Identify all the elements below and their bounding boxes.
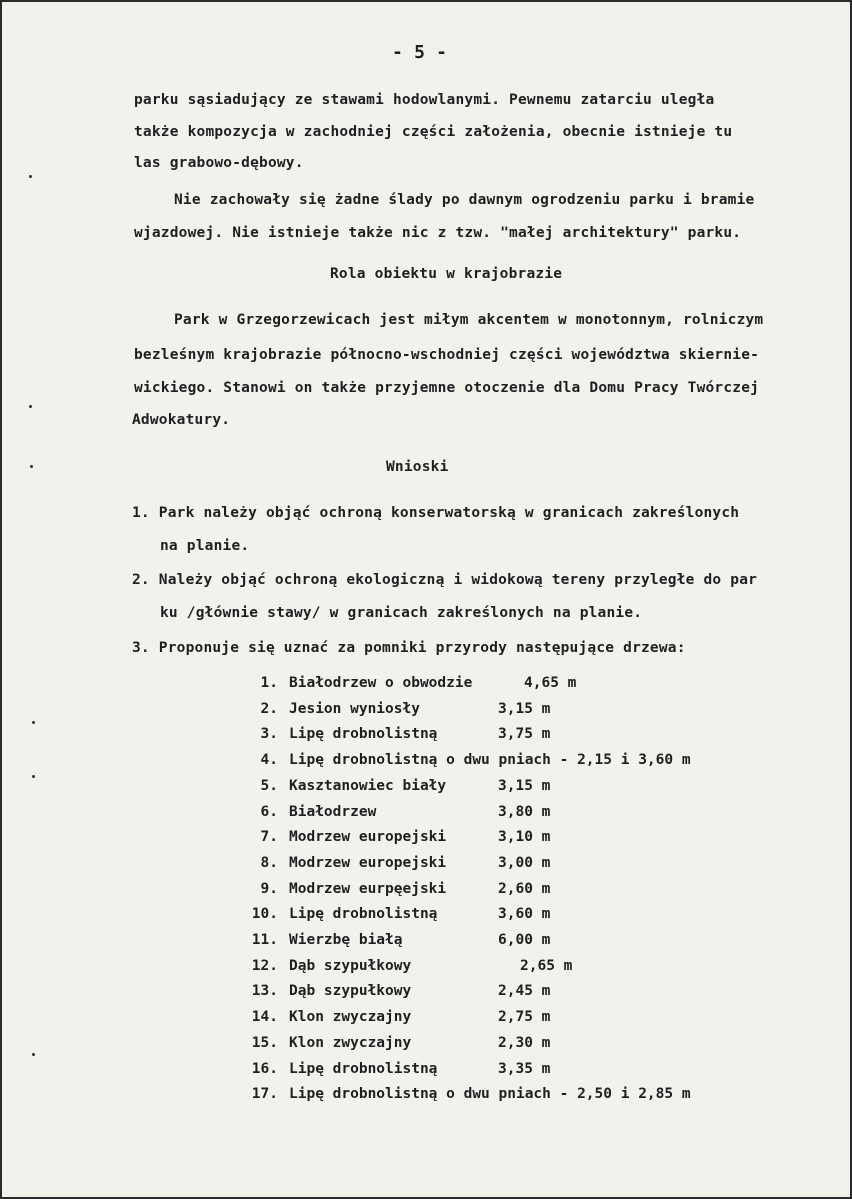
paragraph-line: Park w Grzegorzewicach jest miłym akcentem w monotonnym, rolniczym [174, 312, 764, 328]
tree-number: 5. [260, 778, 278, 794]
scan-speck [32, 775, 35, 778]
paragraph-line: Adwokatury. [132, 412, 231, 428]
tree-girth: 3,10 m [498, 829, 551, 845]
tree-name: Jesion wyniosły [289, 701, 420, 717]
tree-name: Klon zwyczajny [289, 1035, 412, 1051]
paragraph-line: wjazdowej. Nie istnieje także nic z tzw. "małej architektury" parku. [134, 225, 742, 241]
paragraph-line: także kompozycja w zachodniej części założenia, obecnie istnieje tu [134, 124, 733, 140]
tree-number: 9. [260, 881, 278, 897]
tree-name: Białodrzew [289, 804, 377, 820]
scan-speck [29, 175, 32, 178]
tree-name: Dąb szypułkowy [289, 983, 412, 999]
list-item: 1. Park należy objąć ochroną konserwatorską w granicach zakreślonych [132, 505, 740, 521]
tree-girth: 2,60 m [498, 881, 551, 897]
tree-girth: 2,65 m [520, 958, 573, 974]
scan-speck [32, 1053, 35, 1056]
tree-name: Klon zwyczajny [289, 1009, 412, 1025]
tree-name: Modrzew europejski [289, 829, 447, 845]
paragraph-line: Nie zachowały się żadne ślady po dawnym ogrodzeniu parku i bramie [174, 192, 755, 208]
tree-number: 11. [251, 932, 278, 948]
list-item: ku /głównie stawy/ w granicach zakreślonych na planie. [160, 605, 643, 621]
tree-number: 3. [260, 726, 278, 742]
tree-number: 13. [251, 983, 278, 999]
section-heading: Wnioski [386, 459, 449, 475]
tree-girth: 2,45 m [498, 983, 551, 999]
paragraph-line: wickiego. Stanowi on także przyjemne otoczenie dla Domu Pracy Twórczej [134, 380, 760, 396]
tree-girth: 3,00 m [498, 855, 551, 871]
tree-number: 4. [260, 752, 278, 768]
tree-number: 14. [251, 1009, 278, 1025]
scan-speck [32, 721, 35, 724]
scan-speck [30, 465, 33, 468]
tree-girth: 3,75 m [498, 726, 551, 742]
tree-name: Lipę drobnolistną [289, 1061, 438, 1077]
tree-number: 17. [251, 1086, 278, 1102]
tree-girth: 3,80 m [498, 804, 551, 820]
paragraph-line: las grabowo-dębowy. [134, 155, 304, 171]
tree-number: 16. [251, 1061, 278, 1077]
tree-name: Lipę drobnolistną o dwu pniach - 2,50 i 2,85 m [289, 1086, 691, 1102]
paragraph-line: bezleśnym krajobrazie północno-wschodniej części województwa skiernie- [134, 347, 760, 363]
tree-number: 15. [251, 1035, 278, 1051]
paragraph-line: parku sąsiadujący ze stawami hodowlanymi. Pewnemu zatarciu uległa [134, 92, 715, 108]
tree-girth: 3,15 m [498, 701, 551, 717]
tree-name: Dąb szypułkowy [289, 958, 412, 974]
tree-number: 2. [260, 701, 278, 717]
tree-name: Lipę drobnolistną o dwu pniach - 2,15 i 3,60 m [289, 752, 691, 768]
tree-number: 8. [260, 855, 278, 871]
tree-name: Modrzew eurpęejski [289, 881, 447, 897]
section-heading: Rola obiektu w krajobrazie [330, 266, 563, 282]
tree-name: Lipę drobnolistną [289, 726, 438, 742]
tree-number: 12. [251, 958, 278, 974]
scan-speck [29, 405, 32, 408]
tree-girth: 4,65 m [524, 675, 577, 691]
list-item: 3. Proponuje się uznać za pomniki przyrody następujące drzewa: [132, 640, 686, 656]
tree-girth: 3,60 m [498, 906, 551, 922]
list-item: 2. Należy objąć ochroną ekologiczną i widokową tereny przyległe do par [132, 572, 758, 588]
tree-name: Lipę drobnolistną [289, 906, 438, 922]
tree-name: Białodrzew o obwodzie [289, 675, 473, 691]
tree-name: Wierzbę białą [289, 932, 403, 948]
tree-girth: 3,35 m [498, 1061, 551, 1077]
page-number: - 5 - [392, 42, 448, 63]
tree-number: 1. [260, 675, 278, 691]
tree-girth: 6,00 m [498, 932, 551, 948]
tree-name: Modrzew europejski [289, 855, 447, 871]
tree-girth: 2,75 m [498, 1009, 551, 1025]
tree-name: Kasztanowiec biały [289, 778, 447, 794]
tree-number: 7. [260, 829, 278, 845]
tree-girth: 2,30 m [498, 1035, 551, 1051]
tree-number: 6. [260, 804, 278, 820]
tree-girth: 3,15 m [498, 778, 551, 794]
tree-number: 10. [251, 906, 278, 922]
list-item: na planie. [160, 538, 250, 554]
